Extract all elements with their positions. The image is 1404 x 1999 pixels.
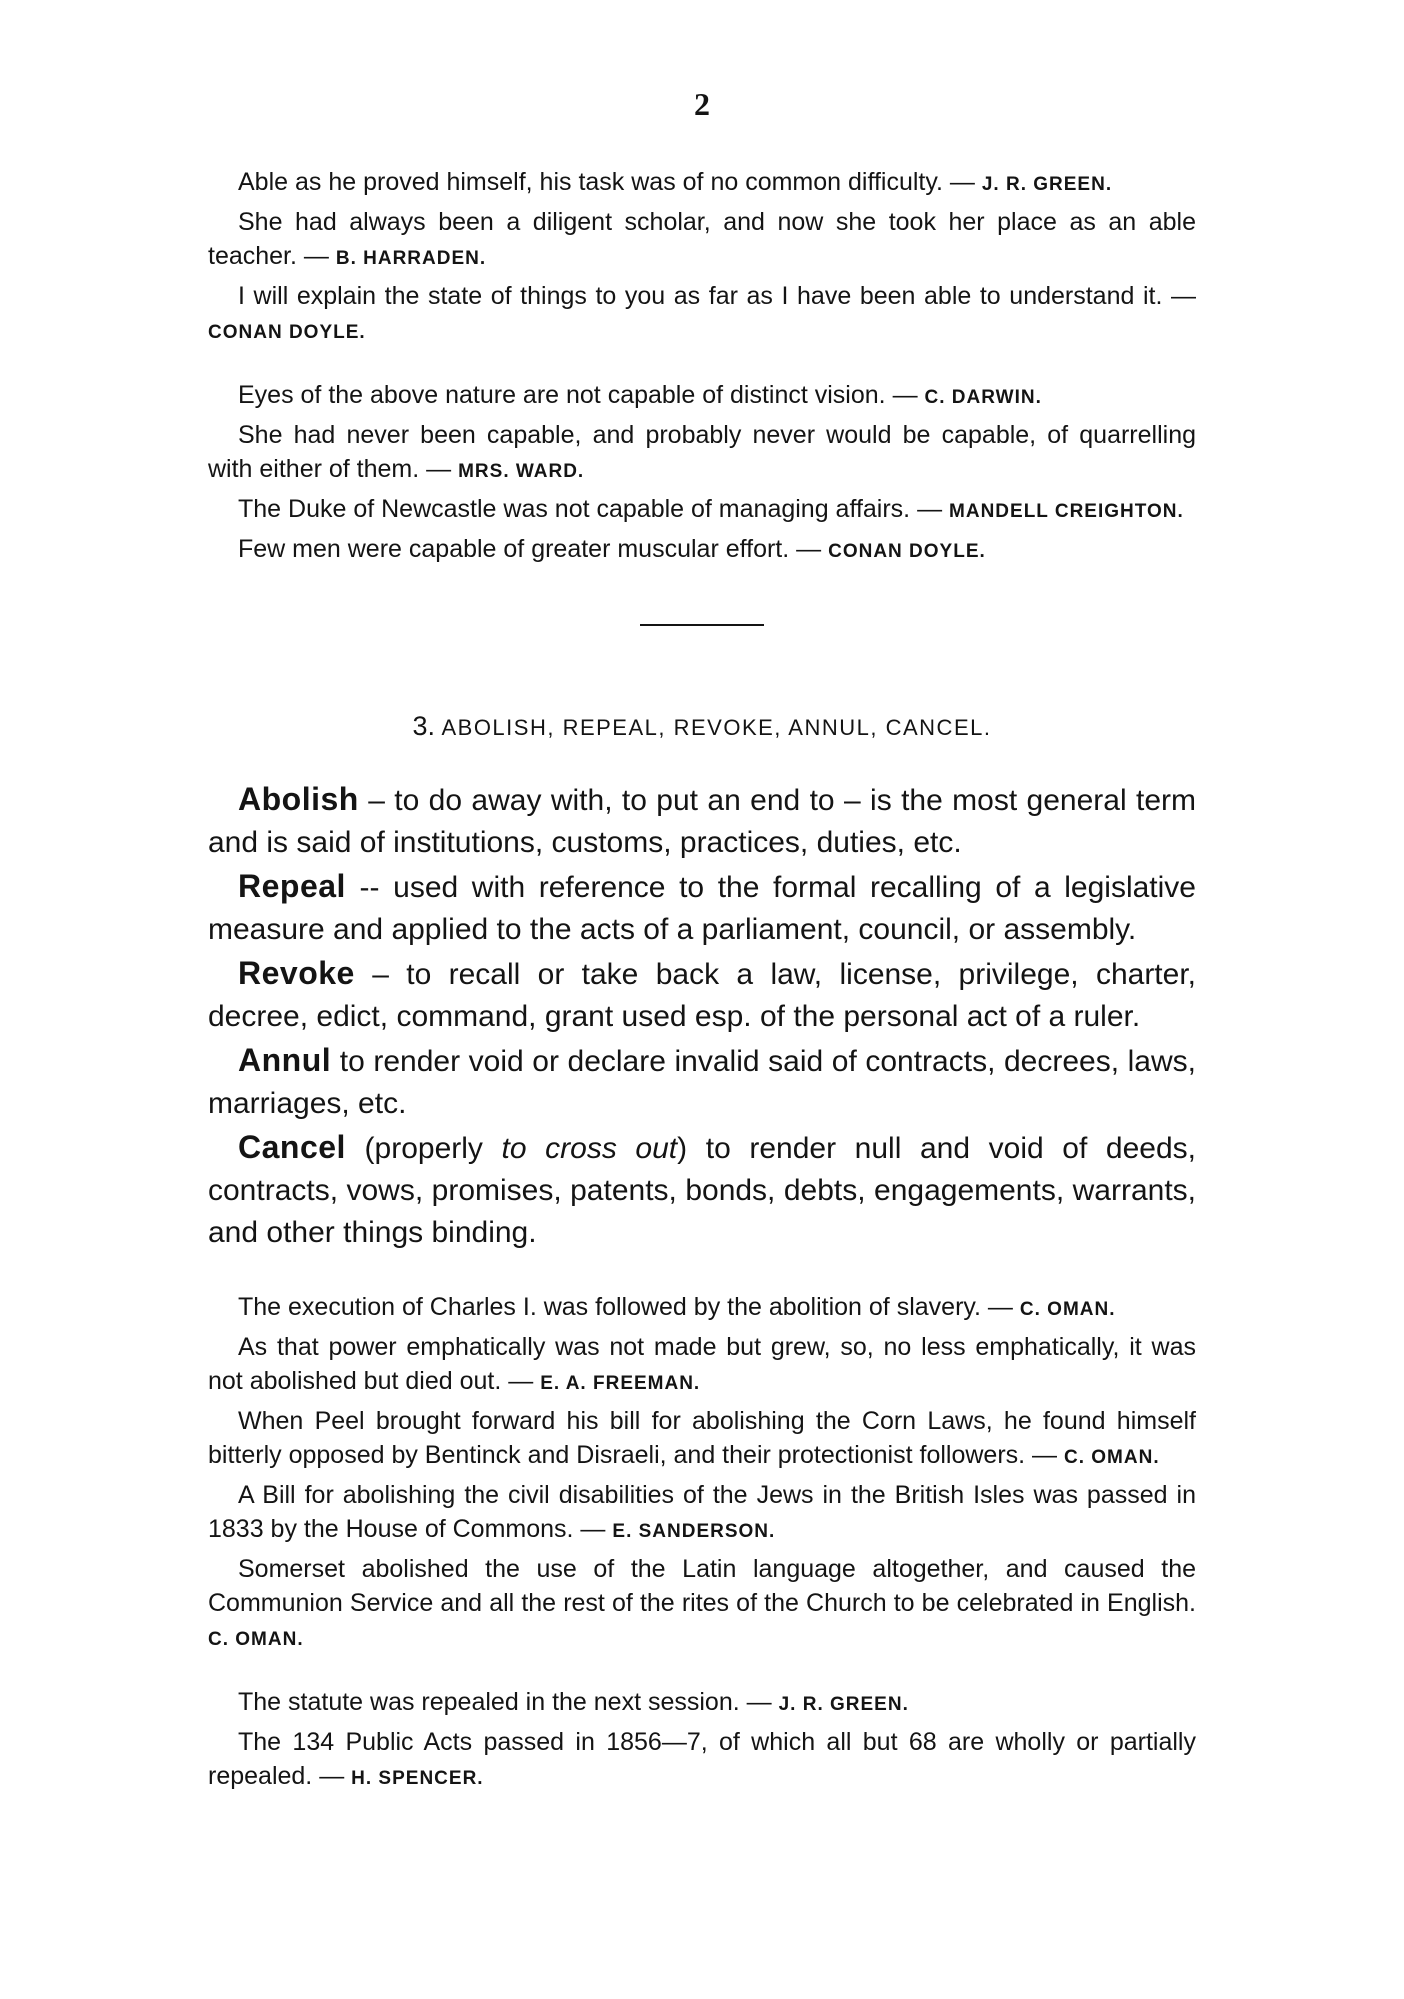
examples-repeal: [208, 1685, 1196, 1796]
example-text: A Bill for abolishing the civil disabilities of the Jews in the British Isles was passed in 1833 by the House of Commons. —: [208, 1481, 1196, 1543]
definition-text: – to recall or take back a law, license, privilege, charter, decree, edict, command, grant used esp. of the personal act of a ruler.: [208, 958, 1196, 1033]
example-sentence: [208, 1725, 1196, 1796]
example-text: Somerset abolished the use of the Latin language altogether, and caused the Communion Service and all the rest of the rites of the Church to be celebrated in English.: [208, 1555, 1196, 1617]
example-text: The execution of Charles I. was followed by the abolition of slavery. —: [238, 1293, 1013, 1321]
definition: [208, 865, 1196, 951]
example-text: Eyes of the above nature are not capable of distinct vision. —: [238, 381, 918, 409]
example-sentence: [208, 205, 1196, 276]
example-text: When Peel brought forward his bill for abolishing the Corn Laws, he found himself bitterly opposed by Bentinck and Disraeli, and their protectionist followers. —: [208, 1407, 1196, 1469]
example-text: She had always been a diligent scholar, and now she took her place as an able teacher. —: [208, 208, 1196, 270]
example-sentence: [208, 492, 1196, 529]
example-sentence: [208, 1685, 1196, 1722]
example-sentence: [208, 378, 1196, 415]
example-author: MRS. WARD.: [458, 461, 585, 482]
definition-term: Annul: [238, 1042, 332, 1078]
definition-text: to render void or declare invalid said of contracts, decrees, laws, marriages, etc.: [208, 1045, 1196, 1120]
example-sentence: [208, 1404, 1196, 1475]
example-sentence: [208, 1330, 1196, 1401]
example-text: The statute was repealed in the next session. —: [238, 1688, 772, 1716]
definition-term: Repeal: [238, 868, 346, 904]
definition-term: Abolish: [238, 781, 359, 817]
example-text: I will explain the state of things to you as far as I have been able to understand it. —: [238, 282, 1196, 310]
example-author: E. A. FREEMAN.: [540, 1373, 701, 1394]
definition-italic: to cross out: [501, 1132, 678, 1165]
examples-abolish: [208, 1290, 1196, 1657]
example-author: J. R. GREEN.: [981, 174, 1113, 195]
example-author: CONAN DOYLE.: [208, 322, 366, 343]
example-text: She had never been capable, and probably never would be capable, of quarrelling with either of them. —: [208, 421, 1196, 483]
example-author: J. R. GREEN.: [778, 1694, 909, 1715]
example-sentence: [208, 1552, 1196, 1657]
example-sentence: [208, 1478, 1196, 1549]
example-text: Few men were capable of greater muscular effort. —: [238, 535, 822, 563]
section-title: ABOLISH, REPEAL, REVOKE, ANNUL, CANCEL.: [441, 715, 992, 740]
example-author: C. DARWIN.: [924, 387, 1042, 408]
page: [208, 86, 1196, 1966]
example-text: The 134 Public Acts passed in 1856—7, of which all but 68 are wholly or partially repealed. —: [208, 1728, 1196, 1790]
definition: [208, 1126, 1196, 1254]
definition: [208, 1039, 1196, 1125]
example-author: C. OMAN.: [1019, 1299, 1116, 1320]
example-sentence: [208, 418, 1196, 489]
definition-text: (properly: [364, 1132, 483, 1165]
definition: [208, 778, 1196, 864]
example-author: B. HARRADEN.: [335, 248, 487, 269]
example-sentence: [208, 165, 1196, 202]
example-author: MANDELL CREIGHTON.: [949, 501, 1184, 522]
example-author: C. OMAN.: [208, 1629, 304, 1650]
example-text: Able as he proved himself, his task was of no common difficulty. —: [238, 168, 975, 196]
example-text: The Duke of Newcastle was not capable of managing affairs. —: [238, 495, 943, 523]
example-sentence: [208, 532, 1196, 569]
example-author: C. OMAN.: [1064, 1447, 1160, 1468]
section-heading: [208, 711, 1196, 742]
section-divider: [640, 624, 764, 626]
definition-term: Revoke: [238, 955, 355, 991]
examples-able: [208, 165, 1196, 350]
example-sentence: [208, 279, 1196, 350]
section-number: 3.: [412, 711, 436, 741]
definition-text: – to do away with, to put an end to – is the most general term and is said of institutions, customs, practices, duties, etc.: [208, 784, 1197, 859]
example-author: CONAN DOYLE.: [828, 541, 986, 562]
example-author: E. SANDERSON.: [612, 1521, 776, 1542]
definition-text: ) to render null and void of deeds, contracts, vows, promises, patents, bonds, debts, engagements, warrants, and other things binding.: [208, 1132, 1196, 1249]
example-sentence: [208, 1290, 1196, 1327]
example-text: As that power emphatically was not made but grew, so, no less emphatically, it was not abolished but died out. —: [208, 1333, 1196, 1395]
definitions: [208, 778, 1196, 1254]
definition-text: -- used with reference to the formal recalling of a legislative measure and applied to the acts of a parliament, council, or assembly.: [208, 871, 1196, 946]
example-author: H. SPENCER.: [351, 1768, 484, 1789]
examples-capable: [208, 378, 1196, 569]
page-number: 2: [694, 86, 710, 122]
definition-term: Cancel: [238, 1129, 346, 1165]
definition: [208, 952, 1196, 1038]
